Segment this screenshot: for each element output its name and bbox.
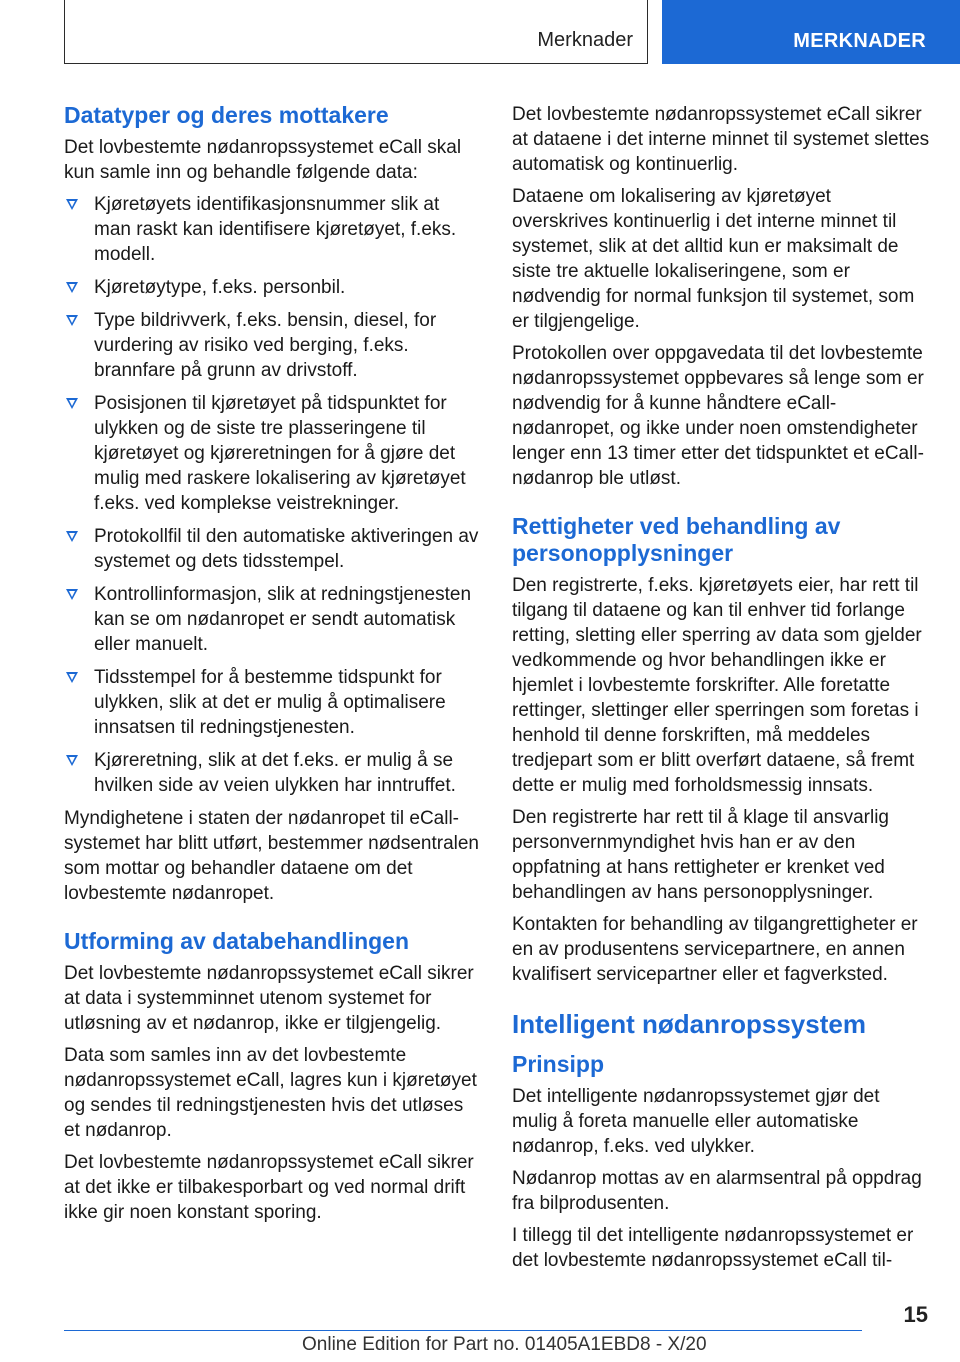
edition-footer: Online Edition for Part no. 01405A1EBD8 - X/20 [302,1334,707,1355]
heading-datatyper: Datatyper og deres mottakere [64,102,389,128]
list-item: Type bildrivverk, f.eks. bensin, diesel, for vurdering av risiko ved berging, f.eks. brannfare på grunn av drivstoff. [64,308,480,383]
heading-utforming: Utforming av databehandlingen [64,928,410,954]
triangle-bullet-icon [66,199,78,210]
header-frame [64,0,648,64]
paragraph: Det lovbestemte nødanropssystemet eCall sikrer at data i systemminnet utenom systemet for utløsning av et nødanrop, ikke er tilgjengelig. [64,963,474,1034]
list-item: Tidsstempel for å bestemme tidspunkt for ulykken, slik at det er mulig å optimalisere innsatsen til redningstjenesten. [64,665,480,740]
triangle-bullet-icon [66,282,78,293]
list-item: Kjøretøytype, f.eks. personbil. [64,275,480,300]
paragraph: I tillegg til det intelligente nødanropssystemet er det lovbestemte nødanropssystemet eCall til- [512,1225,914,1271]
paragraph: Kontakten for behandling av tilgangrettigheter er en av produsentens servicepartnere, en annen kvalifisert servicepartner eller et fagverksted. [512,914,918,985]
heading-rettigheter: Rettigheter ved behandling av personopplysninger [512,513,841,566]
list-item: Kjøreretning, slik at det f.eks. er mulig å se hvilken side av veien ulykken har inntruffet. [64,748,480,798]
list-item: Kontrollinformasjon, slik at redningstjenesten kan se om nødanropet er sendt automatisk eller manuelt. [64,582,480,657]
footer-divider [64,1330,862,1331]
triangle-bullet-icon [66,531,78,542]
paragraph: Protokollen over oppgavedata til det lovbestemte nødanropssystemet oppbevares så lenge som er nødvendig for å kunne håndtere eCall-nødanropet, og ikke under noen omstendigheter lenger enn 13 timer etter det tidspunktet et eCall-nødanrop ble utløst. [512,343,924,489]
paragraph: Det lovbestemte nødanropssystemet eCall skal kun samle inn og behandle følgende data: [64,137,462,183]
page-number: 15 [903,1302,928,1327]
paragraph: Den registrerte, f.eks. kjøretøyets eier, har rett til tilgang til dataene og kan til enhver tid forlange retting, sletting eller sperring av data som gjelder vedkommende og hvor behandlingen ikke er hjemlet i lovbestemte forskrifter. Alle foretatte rettinger, slettinger eller sperringen som foretas i henhold til denne forskriften, må meddeles tredjepart som er blitt overført dataene, så fremt dette er mulig med forholdsmessig innsats. [512,575,922,796]
heading-intelligent: Intelligent nødanropssystem [512,1009,866,1039]
paragraph: Dataene om lokalisering av kjøretøyet overskrives kontinuerlig i det interne minnet til systemet, slik at det alltid kun er maksimalt de siste tre aktuelle lokaliseringene, som er nødvendig for normal funksjon til systemet, som er tilgjengelige. [512,186,915,332]
paragraph: Myndighetene i staten der nødanropet til eCall-systemet har blitt utført, bestemmer nødsentralen som mottar og behandler dataene om det lovbestemte nødanropet. [64,808,479,904]
data-list [64,192,480,798]
list-item: Posisjonen til kjøretøyet på tidspunktet for ulykken og de siste tre plasseringene til kjøretøyet og kjøreretningen for å gjøre det mulig med raskere lokalisering av kjøretøyet f.eks. ved komplekse veistrekninger. [64,391,480,516]
paragraph: Den registrerte har rett til å klage til ansvarlig personvernmyndighet hvis han er av den oppfatning at hans rettigheter er krenket ved behandlingen av hans personopplysninger. [512,807,889,903]
triangle-bullet-icon [66,315,78,326]
paragraph: Data som samles inn av det lovbestemte nødanropssystemet eCall, lagres kun i kjøretøyet og sendes til redningstjenesten hvis det utløses et nødanrop. [64,1045,477,1141]
left-column [64,102,480,1232]
paragraph: Det lovbestemte nødanropssystemet eCall sikrer at dataene i det interne minnet til systemet slettes automatisk og kontinuerlig. [512,104,930,175]
paragraph: Det lovbestemte nødanropssystemet eCall sikrer at det ikke er tilbakesporbart og ved normal drift ikke gir noen konstant sporing. [64,1152,474,1223]
triangle-bullet-icon [66,755,78,766]
section-title: Merknader [537,29,633,51]
list-item: Protokollfil til den automatiske aktiveringen av systemet og dets tidsstempel. [64,524,480,574]
triangle-bullet-icon [66,589,78,600]
paragraph: Nødanrop mottas av en alarmsentral på oppdrag fra bilprodusenten. [512,1168,922,1214]
triangle-bullet-icon [66,398,78,409]
chapter-tab-label: MERKNADER [793,30,926,52]
list-item: Kjøretøyets identifikasjonsnummer slik at man raskt kan identifisere kjøretøyet, f.eks. modell. [64,192,480,267]
chapter-tab[interactable] [662,0,960,64]
right-column [512,102,930,1280]
triangle-bullet-icon [66,672,78,683]
paragraph: Det intelligente nødanropssystemet gjør det mulig å foreta manuelle eller automatiske nødanrop, f.eks. ved ulykker. [512,1086,880,1157]
heading-prinsipp: Prinsipp [512,1051,605,1077]
